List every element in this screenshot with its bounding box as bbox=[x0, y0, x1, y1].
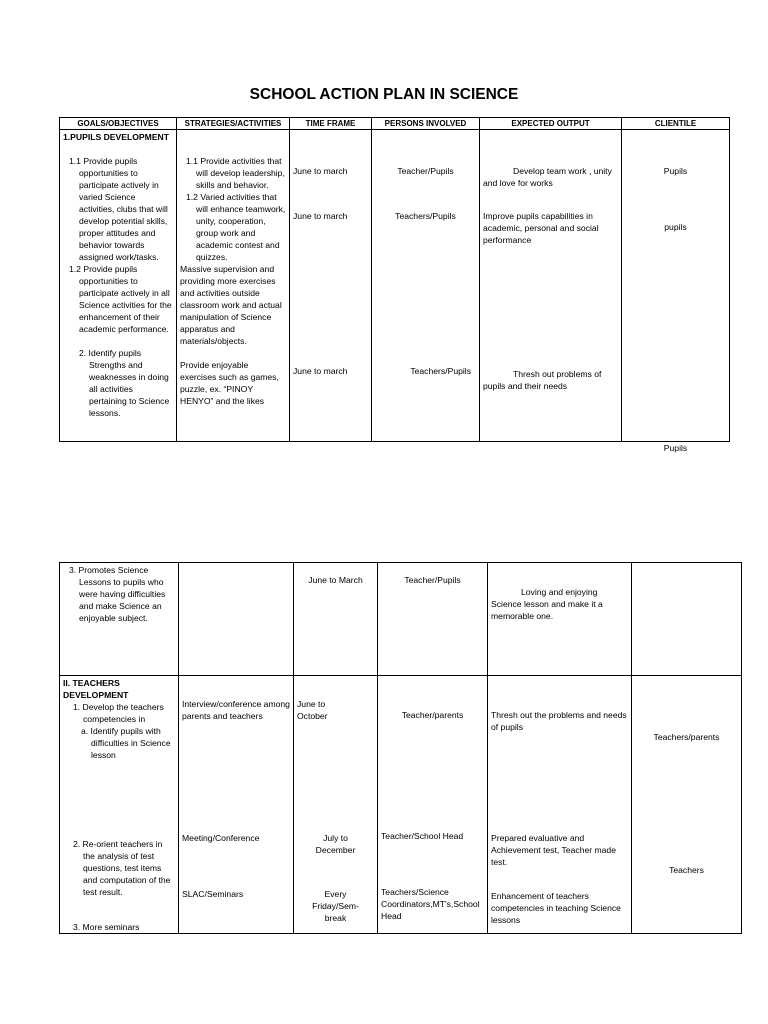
strategy-item: SLAC/Seminars bbox=[182, 889, 244, 899]
persons-value: Teacher/parents bbox=[401, 710, 464, 720]
section-label: II. TEACHERS DEVELOPMENT bbox=[63, 678, 129, 700]
goal-item: 2. Identify pupils Strengths and weaknesses in doing all activities pertaining to Science lessons. bbox=[79, 348, 170, 418]
output-cell bbox=[488, 676, 632, 934]
persons-cell bbox=[378, 563, 488, 676]
header-row bbox=[60, 118, 730, 130]
clientile-value: Pupils bbox=[663, 443, 688, 453]
goal-item: 3. More seminars bbox=[73, 922, 140, 932]
time-frame-value: June to march bbox=[293, 166, 348, 176]
header-output: EXPECTED OUTPUT bbox=[480, 118, 622, 130]
persons-value: Teacher/School Head bbox=[381, 831, 464, 841]
time-frame-value: July to December bbox=[315, 833, 356, 855]
strategy-item: Provide enjoyable exercises such as games, puzzle, ex. “PINOY HENYO” and the likes bbox=[180, 360, 279, 406]
persons-value: Teacher/Pupils bbox=[397, 166, 454, 176]
strategies-cell bbox=[179, 563, 294, 676]
strategies-cell bbox=[177, 130, 290, 442]
clientile-cell bbox=[632, 563, 742, 676]
strategy-item: Meeting/Conference bbox=[182, 833, 260, 843]
table-row bbox=[60, 130, 730, 442]
page-title: SCHOOL ACTION PLAN IN SCIENCE bbox=[249, 86, 519, 103]
strategy-item: 1.1 Provide activities that will develop leadership, skills and behavior. bbox=[186, 156, 285, 190]
clientile-value: pupils bbox=[664, 222, 687, 232]
time-frame-value: June to March bbox=[308, 575, 363, 585]
output-value: Thresh out problems of pupils and their needs bbox=[483, 369, 602, 391]
action-plan-table-2 bbox=[59, 562, 742, 934]
output-value: Improve pupils capabilities in academic, personal and social performance bbox=[483, 211, 599, 245]
time-frame-cell bbox=[294, 563, 378, 676]
persons-cell bbox=[378, 676, 488, 934]
header-goals: GOALS/OBJECTIVES bbox=[60, 118, 177, 130]
goal-item: 2. Re-orient teachers in the analysis of test questions, test items and computation of the test result. bbox=[73, 839, 171, 897]
clientile-value: Pupils bbox=[663, 166, 688, 176]
header-strategies: STRATEGIES/ACTIVITIES bbox=[177, 118, 290, 130]
output-value: Loving and enjoying Science lesson and make it a memorable one. bbox=[491, 587, 603, 621]
time-frame-value: June to march bbox=[293, 366, 348, 376]
time-frame-cell bbox=[290, 130, 372, 442]
time-frame-value: Every Friday/Sem-break bbox=[312, 889, 359, 923]
output-value: Thresh out the problems and needs of pupils bbox=[491, 710, 627, 732]
strategy-item: Interview/conference among parents and teachers bbox=[182, 699, 290, 721]
persons-value: Teachers/Pupils bbox=[410, 366, 471, 376]
header-clientile: CLIENTILE bbox=[622, 118, 730, 130]
strategies-cell bbox=[179, 676, 294, 934]
time-frame-value: June to October bbox=[297, 699, 328, 721]
clientile-value: Teachers/parents bbox=[653, 732, 720, 742]
output-cell bbox=[488, 563, 632, 676]
persons-value: Teacher/Pupils bbox=[404, 575, 461, 585]
table-row bbox=[60, 563, 742, 676]
output-value: Prepared evaluative and Achievement test, Teacher made test. bbox=[491, 833, 616, 867]
clientile-cell bbox=[632, 676, 742, 934]
table-row bbox=[60, 676, 742, 934]
action-plan-table-1 bbox=[59, 117, 730, 453]
output-value: Develop team work , unity and love for works bbox=[483, 166, 612, 188]
time-frame-value: June to march bbox=[293, 211, 348, 221]
clientile-cell bbox=[622, 130, 730, 453]
goal-item: 1. Develop the teachers competencies in bbox=[73, 702, 164, 724]
header-time-frame: TIME FRAME bbox=[290, 118, 372, 130]
persons-cell bbox=[372, 130, 480, 442]
time-frame-cell bbox=[294, 676, 378, 934]
output-value: Enhancement of teachers competencies in teaching Science lessons bbox=[491, 891, 621, 925]
goal-item: 1.2 Provide pupils opportunities to participate actively in all Science activities for the enhancement of their academic performance. bbox=[69, 264, 172, 334]
output-cell bbox=[480, 130, 622, 442]
goal-item: 1.1 Provide pupils opportunities to participate actively in varied Science activities, clubs that will develop potential skills, proper attitudes and behavior towards assigned work/tasks. bbox=[69, 156, 168, 262]
header-persons: PERSONS INVOLVED bbox=[372, 118, 480, 130]
goals-cell bbox=[60, 563, 179, 676]
persons-value: Teachers/Pupils bbox=[395, 211, 456, 221]
goal-item: a. Identify pupils with difficulties in Science lesson bbox=[81, 726, 171, 760]
strategy-item: 1.2 Varied activities that will enhance teamwork, unity, cooperation, group work and academic contest and quizzes. bbox=[186, 192, 286, 262]
goal-item: 3. Promotes Science Lessons to pupils who were having difficulties and make Science an enjoyable subject. bbox=[69, 565, 166, 623]
section-label: 1.PUPILS DEVELOPMENT bbox=[63, 132, 170, 142]
clientile-value: Teachers bbox=[669, 865, 704, 875]
persons-value: Teachers/Science Coordinators,MT's,School Head bbox=[381, 887, 480, 921]
goals-cell bbox=[60, 130, 177, 442]
goals-cell bbox=[60, 676, 179, 934]
strategy-item: Massive supervision and providing more exercises and activities outside classroom work and actual manipulation of Science apparatus and materials/objects. bbox=[180, 264, 282, 346]
